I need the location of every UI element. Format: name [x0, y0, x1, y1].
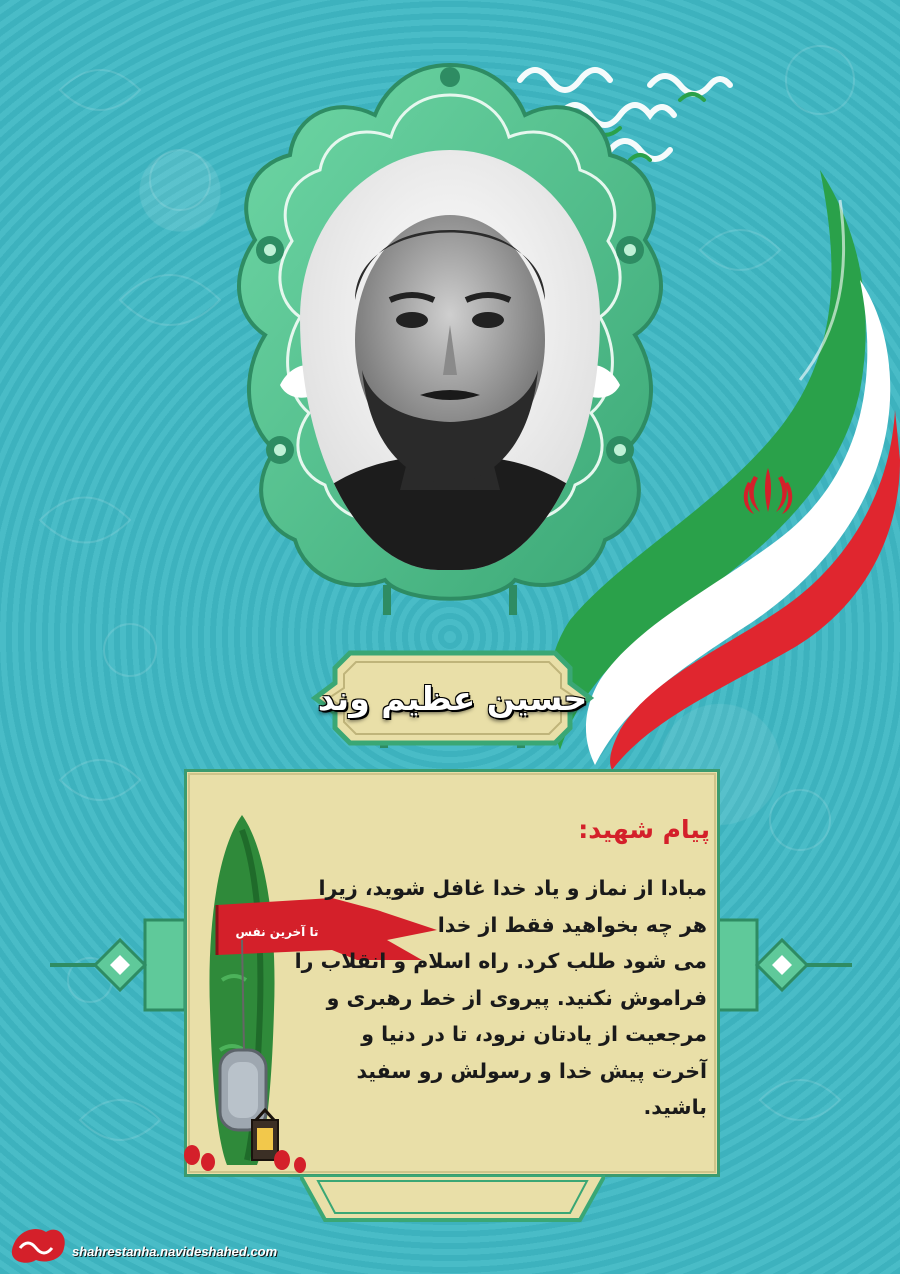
message-line: هر چه بخواهید فقط از خدا [437, 912, 707, 937]
navideshahed-logo [6, 1220, 70, 1268]
message-line: مرجعیت از یادتان نرود، تا در دنیا و [361, 1022, 707, 1046]
message-line: مبادا از نماز و یاد خدا غافل شوید، زیرا [318, 876, 707, 900]
message-line: فراموش نکنید. پیروی از خط رهبری و [326, 985, 707, 1010]
message-line: می شود طلب کرد. راه اسلام و انقلاب را [294, 949, 707, 973]
panel-bottom-tab [300, 1175, 605, 1233]
banner-text: تا آخرین نفس [235, 925, 319, 939]
website-link[interactable]: shahrestanha.navideshahed.com [72, 1244, 278, 1259]
side-ornament-left [50, 910, 190, 1020]
message-line: آخرت پیش خدا و رسولش رو سفید [356, 1058, 707, 1083]
side-ornament-right [712, 910, 852, 1020]
martyr-name: حسین عظیم وند [317, 678, 588, 718]
message-title: پیام شهید: [578, 815, 710, 844]
message-line: باشید. [643, 1095, 707, 1119]
message-body [294, 870, 707, 1126]
